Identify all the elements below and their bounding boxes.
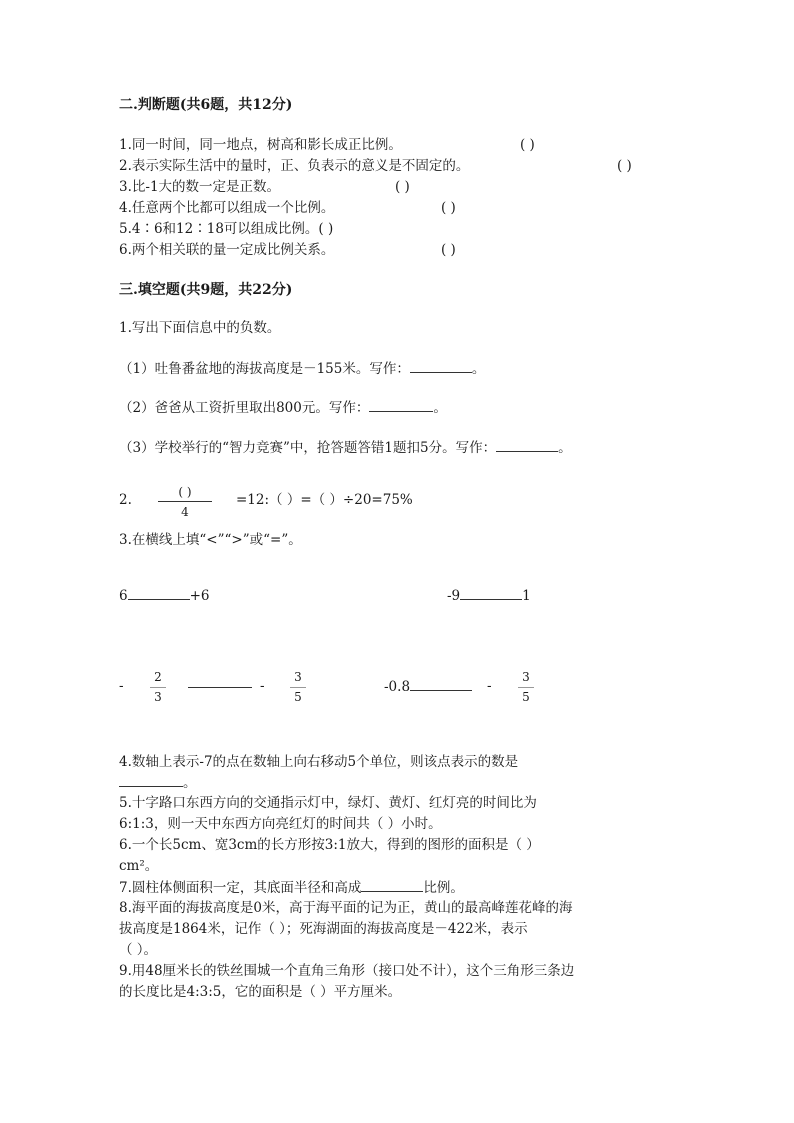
q3-row1-left-a: 6 (119, 588, 128, 604)
q9-line-2: 的长度比是4:3:5，它的面积是（ ）平方厘米。 (119, 984, 402, 1000)
q1-part-2-text: （2）爸爸从工资折里取出800元。写作： (119, 400, 370, 416)
q3-row1-left (119, 585, 210, 606)
q2-fraction-numerator[interactable]: ( ) (158, 485, 212, 502)
q3-row2-fraction-1-den: 3 (150, 687, 166, 704)
q1-part-1 (119, 358, 485, 379)
q1-part-3 (119, 437, 572, 458)
q1-part-2 (119, 397, 447, 418)
q3-row2-fraction-1 (150, 670, 166, 704)
q5-line-1: 5.十字路口东西方向的交通指示灯中，绿灯、黄灯、红灯亮的时间比为 (119, 795, 537, 811)
q3-row2-fraction-3 (518, 670, 534, 704)
q7-end: 比例。 (423, 880, 464, 896)
q3-row2-blank-2[interactable] (410, 676, 472, 691)
q7-blank[interactable] (361, 877, 423, 892)
q8-line-2: 拔高度是1864米，记作（ ）；死海湖面的海拔高度是－422米，表示 (119, 921, 528, 937)
q2-fraction (158, 485, 212, 519)
q1-part-3-end: 。 (558, 440, 572, 456)
section2-title: 二.判断题(共6题，共12分) (119, 97, 293, 113)
q4-line-1: 4.数轴上表示-7的点在数轴上向右移动5个单位，则该点表示的数是 (119, 754, 519, 770)
q3-row1-right (447, 585, 531, 606)
q4-line-2 (119, 772, 197, 793)
q9-line-1: 9.用48厘米长的铁丝围城一个直角三角形（接口处不计），这个三角形三条边 (119, 963, 575, 979)
q3-row2-decimal-value: -0.8 (384, 679, 411, 695)
q1-part-2-end: 。 (433, 400, 447, 416)
judge-item-6: 6.两个相关联的量一定成比例关系。 (119, 242, 335, 258)
q3-row1-right-b: 1 (522, 588, 531, 604)
q3-row2-fraction-1-num: 2 (154, 670, 162, 684)
q3-row2-minus-3: - (487, 678, 492, 694)
q3-row2-blank-1[interactable] (188, 683, 252, 688)
q1-part-1-text: （1）吐鲁番盆地的海拔高度是－155米。写作： (119, 361, 410, 377)
section3-title: 三.填空题(共9题，共22分) (119, 282, 293, 298)
q4-end: 。 (183, 775, 197, 791)
judge-item-2: 2.表示实际生活中的量时，正、负表示的意义是不固定的。 (119, 158, 470, 174)
q3-row2-fraction-3-den: 5 (518, 687, 534, 704)
q3-row1-left-b: +6 (189, 588, 210, 604)
judge-paren-3[interactable]: ( ) (395, 179, 410, 195)
q1-stem: 1.写出下面信息中的负数。 (119, 320, 281, 336)
judge-item-4: 4.任意两个比都可以组成一个比例。 (119, 200, 335, 216)
q3-row2-decimal (384, 676, 472, 697)
q8-line-3: （ ）。 (119, 942, 158, 958)
q6-line-1: 6.一个长5cm、宽3cm的长方形按3:1放大，得到的图形的面积是（ ） (119, 837, 540, 853)
q2-equation: =12:（ ）=（ ）÷20=75% (236, 492, 413, 508)
judge-item-5: 5.4∶6和12∶18可以组成比例。( ) (119, 221, 334, 237)
judge-paren-6[interactable]: ( ) (441, 242, 456, 258)
judge-paren-2[interactable]: ( ) (617, 158, 632, 174)
q2-fraction-denominator: 4 (181, 505, 189, 519)
judge-paren-4[interactable]: ( ) (441, 200, 456, 216)
q7-text: 7.圆柱体侧面积一定，其底面半径和高成 (119, 880, 362, 896)
q8-line-1: 8.海平面的海拔高度是0米，高于海平面的记为正，黄山的最高峰莲花峰的海 (119, 900, 573, 916)
q3-row2-fraction-2-num: 3 (294, 670, 302, 684)
q3-row2-fraction-2-den: 5 (290, 687, 306, 704)
q3-row1-right-a: -9 (447, 588, 461, 604)
q3-row2-minus-2: - (260, 678, 265, 694)
q3-row2-minus-1: - (119, 678, 124, 694)
judge-paren-1[interactable]: ( ) (520, 137, 535, 153)
q1-part-2-blank[interactable] (369, 397, 433, 412)
q1-part-1-blank[interactable] (410, 358, 472, 373)
q2-number: 2. (119, 492, 132, 508)
q4-blank[interactable] (119, 772, 183, 787)
judge-item-3: 3.比-1大的数一定是正数。 (119, 179, 281, 195)
judge-item-1: 1.同一时间，同一地点，树高和影长成正比例。 (119, 137, 402, 153)
q6-line-2: cm²。 (119, 858, 159, 874)
q7-line (119, 877, 464, 898)
q1-part-1-end: 。 (471, 361, 486, 377)
q3-row2-fraction-2 (290, 670, 306, 704)
q1-part-3-blank[interactable] (496, 437, 558, 452)
q3-row1-right-blank[interactable] (460, 585, 522, 600)
q5-line-2: 6:1:3，则一天中东西方向亮红灯的时间共（ ）小时。 (119, 816, 442, 832)
q3-row1-left-blank[interactable] (128, 585, 190, 600)
q1-part-3-text: （3）学校举行的“智力竞赛”中，抢答题答错1题扣5分。写作： (119, 440, 497, 456)
q3-stem: 3.在横线上填“<”“>”或“=”。 (119, 532, 302, 548)
q3-row2-fraction-3-num: 3 (522, 670, 530, 684)
